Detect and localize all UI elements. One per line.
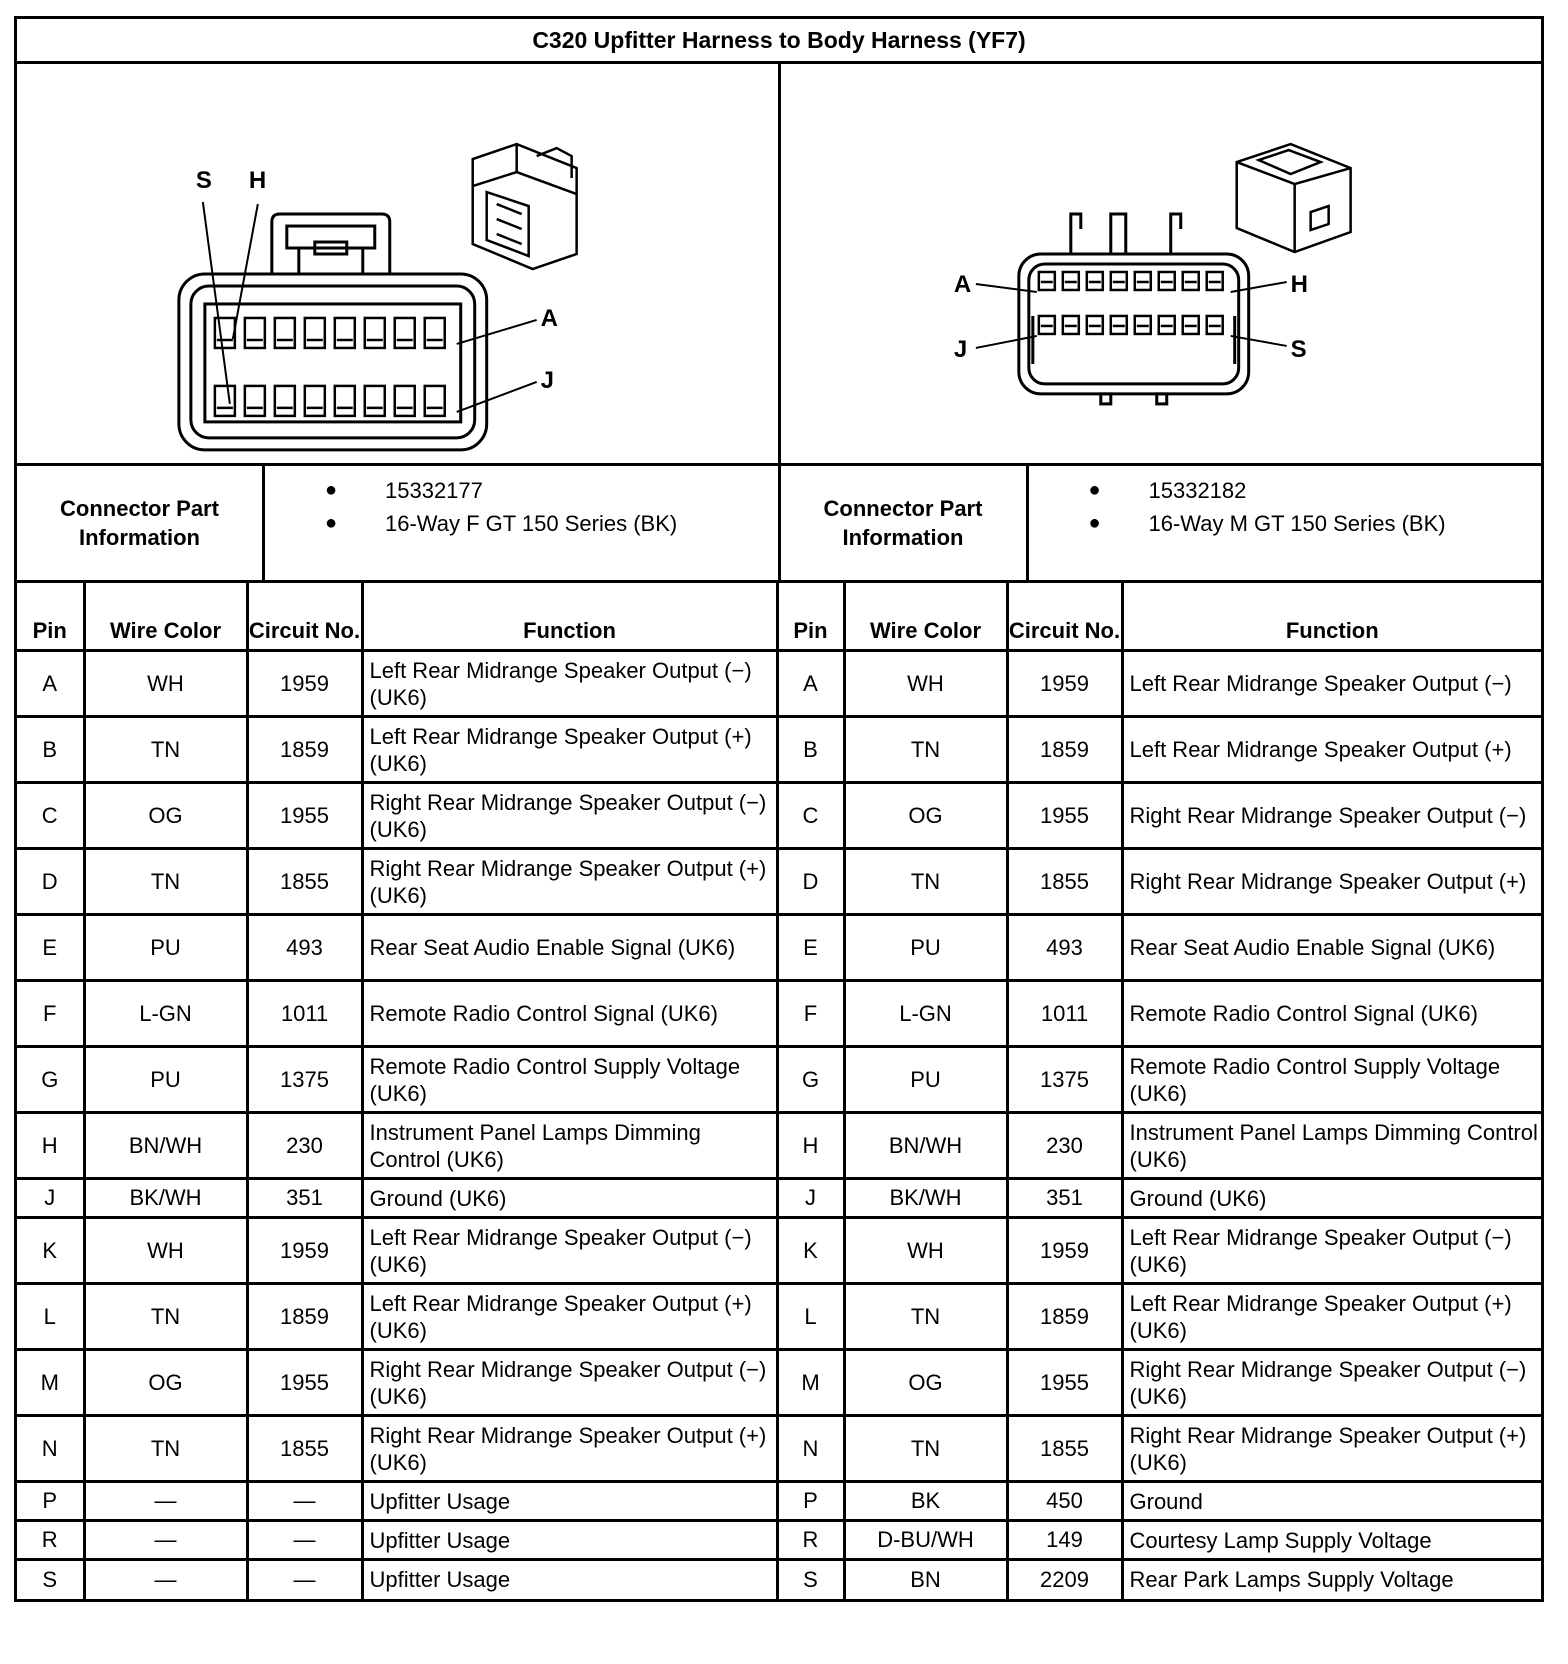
wire-color-cell: — <box>84 1521 247 1560</box>
wire-color-cell: TN <box>844 849 1007 915</box>
circuit-cell: 493 <box>1007 915 1122 981</box>
function-cell: Left Rear Midrange Speaker Output (+) (UK6) <box>362 717 777 783</box>
pin-cell: B <box>777 717 844 783</box>
circuit-cell: 493 <box>247 915 362 981</box>
wire-color-cell: TN <box>84 1416 247 1482</box>
right-connector-diagram <box>778 64 1542 463</box>
function-cell: Remote Radio Control Supply Voltage (UK6) <box>362 1047 777 1113</box>
pin-cell: S <box>777 1560 844 1599</box>
function-cell: Left Rear Midrange Speaker Output (+) <box>1122 717 1541 783</box>
wire-color-cell: OG <box>844 783 1007 849</box>
function-cell: Ground (UK6) <box>1122 1179 1541 1218</box>
wire-color-cell: WH <box>84 651 247 717</box>
pin-cell: C <box>777 783 844 849</box>
wire-color-cell: TN <box>844 1416 1007 1482</box>
pin-cell: A <box>17 651 84 717</box>
female-pin-cavity <box>335 318 355 348</box>
wire-color-cell: PU <box>84 1047 247 1113</box>
header-circuit-no: Circuit No. <box>1007 583 1122 651</box>
wire-color-cell: OG <box>84 783 247 849</box>
pin-cell: P <box>777 1482 844 1521</box>
function-cell: Remote Radio Control Signal (UK6) <box>1122 981 1541 1047</box>
header-circuit-no: Circuit No. <box>247 583 362 651</box>
bullet-icon: ● <box>325 479 338 501</box>
function-cell: Ground <box>1122 1482 1541 1521</box>
pin-label-h: H <box>248 167 267 195</box>
connector-info-row <box>17 466 1541 583</box>
wire-color-cell: TN <box>844 1284 1007 1350</box>
pin-cell: N <box>17 1416 84 1482</box>
wire-color-cell: TN <box>84 849 247 915</box>
pin-label-s: S <box>195 167 212 195</box>
pin-cell: G <box>777 1047 844 1113</box>
header-pin: Pin <box>17 583 84 651</box>
wire-color-cell: L-GN <box>844 981 1007 1047</box>
function-cell: Instrument Panel Lamps Dimming Control (UK6) <box>1122 1113 1541 1179</box>
pin-cell: M <box>17 1350 84 1416</box>
pin-cell: M <box>777 1350 844 1416</box>
table-row <box>17 1113 1541 1179</box>
right-connector-info <box>778 466 1542 580</box>
pin-cell: F <box>777 981 844 1047</box>
function-cell: Right Rear Midrange Speaker Output (−) (UK6) <box>1122 1350 1541 1416</box>
wire-color-cell: — <box>84 1560 247 1599</box>
pin-cell: N <box>777 1416 844 1482</box>
circuit-cell: — <box>247 1560 362 1599</box>
connector-part-info-list <box>1029 466 1542 580</box>
function-cell: Right Rear Midrange Speaker Output (+) (UK6) <box>362 1416 777 1482</box>
connector-end-view-sheet <box>14 16 1544 1602</box>
function-cell: Upfitter Usage <box>362 1482 777 1521</box>
table-header-row <box>17 583 1541 651</box>
circuit-cell: 1959 <box>1007 651 1122 717</box>
circuit-cell: 1959 <box>247 1218 362 1284</box>
pin-cell: D <box>17 849 84 915</box>
pin-cell: R <box>17 1521 84 1560</box>
diagrams-row <box>17 64 1541 466</box>
circuit-cell: 1859 <box>1007 717 1122 783</box>
circuit-cell: 1011 <box>1007 981 1122 1047</box>
female-pin-cavity <box>335 386 355 416</box>
connector-part-info-label: Connector Part Information <box>781 466 1029 580</box>
pin-cell: C <box>17 783 84 849</box>
female-pin-cavity <box>365 386 385 416</box>
wire-color-cell: D-BU/WH <box>844 1521 1007 1560</box>
circuit-cell: 1855 <box>247 849 362 915</box>
pin-cell: S <box>17 1560 84 1599</box>
connector-description: 16-Way M GT 150 Series (BK) <box>1148 510 1446 536</box>
part-number: 15332182 <box>1148 477 1247 503</box>
circuit-cell: 1375 <box>247 1047 362 1113</box>
function-cell: Upfitter Usage <box>362 1560 777 1599</box>
circuit-cell: 351 <box>247 1179 362 1218</box>
female-pin-cavity <box>365 318 385 348</box>
pin-cell: L <box>777 1284 844 1350</box>
wire-color-cell: TN <box>84 1284 247 1350</box>
wire-color-cell: OG <box>844 1350 1007 1416</box>
circuit-cell: 230 <box>247 1113 362 1179</box>
bullet-icon: ● <box>1088 512 1101 534</box>
function-cell: Right Rear Midrange Speaker Output (−) (UK6) <box>362 1350 777 1416</box>
pin-label-s: S <box>1290 335 1307 363</box>
list-item <box>1089 474 1542 507</box>
table-row <box>17 783 1541 849</box>
female-pin-cavity <box>275 318 295 348</box>
pin-label-h: H <box>1290 270 1308 298</box>
table-row <box>17 1284 1541 1350</box>
table-row <box>17 1416 1541 1482</box>
table-row <box>17 1482 1541 1521</box>
pin-cell: H <box>777 1113 844 1179</box>
pin-label-a: A <box>953 270 971 298</box>
function-cell: Rear Seat Audio Enable Signal (UK6) <box>1122 915 1541 981</box>
pin-cell: J <box>777 1179 844 1218</box>
header-function: Function <box>362 583 777 651</box>
function-cell: Left Rear Midrange Speaker Output (+) (UK6) <box>362 1284 777 1350</box>
header-wire-color: Wire Color <box>844 583 1007 651</box>
pin-cell: A <box>777 651 844 717</box>
pin-cell: D <box>777 849 844 915</box>
female-pin-cavity <box>395 386 415 416</box>
pin-cell: E <box>17 915 84 981</box>
function-cell: Upfitter Usage <box>362 1521 777 1560</box>
wire-color-cell: BK/WH <box>84 1179 247 1218</box>
function-cell: Ground (UK6) <box>362 1179 777 1218</box>
function-cell: Instrument Panel Lamps Dimming Control (UK6) <box>362 1113 777 1179</box>
circuit-cell: 351 <box>1007 1179 1122 1218</box>
pin-cell: H <box>17 1113 84 1179</box>
wire-color-cell: BN <box>844 1560 1007 1599</box>
list-item <box>1089 507 1542 540</box>
function-cell: Left Rear Midrange Speaker Output (−) (UK6) <box>362 651 777 717</box>
function-cell: Rear Park Lamps Supply Voltage <box>1122 1560 1541 1599</box>
table-row <box>17 1521 1541 1560</box>
circuit-cell: 1955 <box>1007 1350 1122 1416</box>
function-cell: Right Rear Midrange Speaker Output (+) (UK6) <box>362 849 777 915</box>
wire-color-cell: BN/WH <box>844 1113 1007 1179</box>
circuit-cell: 450 <box>1007 1482 1122 1521</box>
wire-color-cell: BK/WH <box>844 1179 1007 1218</box>
wire-color-cell: OG <box>84 1350 247 1416</box>
table-row <box>17 717 1541 783</box>
pin-cell: K <box>17 1218 84 1284</box>
pin-cell: P <box>17 1482 84 1521</box>
table-row <box>17 1218 1541 1284</box>
circuit-cell: — <box>247 1521 362 1560</box>
header-function: Function <box>1122 583 1541 651</box>
function-cell: Remote Radio Control Supply Voltage (UK6) <box>1122 1047 1541 1113</box>
connector-part-info-label: Connector Part Information <box>17 466 265 580</box>
female-pin-cavity <box>305 386 325 416</box>
wire-color-cell: WH <box>844 1218 1007 1284</box>
pin-label-j: J <box>540 366 554 394</box>
pin-cell: L <box>17 1284 84 1350</box>
function-cell: Right Rear Midrange Speaker Output (+) (UK6) <box>1122 1416 1541 1482</box>
pin-cell: K <box>777 1218 844 1284</box>
wire-color-cell: BK <box>844 1482 1007 1521</box>
function-cell: Courtesy Lamp Supply Voltage <box>1122 1521 1541 1560</box>
function-cell: Left Rear Midrange Speaker Output (+) (UK6) <box>1122 1284 1541 1350</box>
wire-color-cell: — <box>84 1482 247 1521</box>
circuit-cell: 1859 <box>247 717 362 783</box>
header-pin: Pin <box>777 583 844 651</box>
function-cell: Left Rear Midrange Speaker Output (−) (UK6) <box>1122 1218 1541 1284</box>
wire-color-cell: PU <box>844 915 1007 981</box>
circuit-cell: 2209 <box>1007 1560 1122 1599</box>
table-row <box>17 1047 1541 1113</box>
list-item <box>325 507 778 540</box>
circuit-cell: 1955 <box>247 783 362 849</box>
circuit-cell: 1375 <box>1007 1047 1122 1113</box>
circuit-cell: 1859 <box>1007 1284 1122 1350</box>
circuit-cell: 1011 <box>247 981 362 1047</box>
page-title: C320 Upfitter Harness to Body Harness (YF7) <box>17 19 1541 64</box>
circuit-cell: — <box>247 1482 362 1521</box>
table-row <box>17 915 1541 981</box>
female-pin-cavity <box>275 386 295 416</box>
circuit-cell: 230 <box>1007 1113 1122 1179</box>
bullet-icon: ● <box>1088 479 1101 501</box>
part-number: 15332177 <box>385 477 483 503</box>
wire-color-cell: PU <box>84 915 247 981</box>
female-pin-cavity <box>425 386 445 416</box>
circuit-cell: 1955 <box>1007 783 1122 849</box>
pin-cell: R <box>777 1521 844 1560</box>
circuit-cell: 1855 <box>1007 1416 1122 1482</box>
pin-label-j: J <box>953 335 967 363</box>
connector-description: 16-Way F GT 150 Series (BK) <box>385 510 678 536</box>
wire-color-cell: TN <box>844 717 1007 783</box>
female-pin-cavity <box>245 386 265 416</box>
wire-color-cell: BN/WH <box>84 1113 247 1179</box>
function-cell: Rear Seat Audio Enable Signal (UK6) <box>362 915 777 981</box>
circuit-cell: 1959 <box>1007 1218 1122 1284</box>
female-pin-cavity <box>215 386 235 416</box>
wire-color-cell: L-GN <box>84 981 247 1047</box>
table-row <box>17 1179 1541 1218</box>
wire-color-cell: WH <box>844 651 1007 717</box>
wire-color-cell: TN <box>84 717 247 783</box>
female-pin-cavity <box>425 318 445 348</box>
table-row <box>17 1560 1541 1599</box>
female-pin-cavity <box>395 318 415 348</box>
female-pin-cavity <box>215 318 235 348</box>
pin-cell: E <box>777 915 844 981</box>
pin-cell: G <box>17 1047 84 1113</box>
header-wire-color: Wire Color <box>84 583 247 651</box>
function-cell: Left Rear Midrange Speaker Output (−) <box>1122 651 1541 717</box>
female-connector-end-view <box>17 64 778 463</box>
function-cell: Remote Radio Control Signal (UK6) <box>362 981 777 1047</box>
left-connector-info <box>17 466 778 580</box>
function-cell: Left Rear Midrange Speaker Output (−) (UK6) <box>362 1218 777 1284</box>
pin-cell: J <box>17 1179 84 1218</box>
function-cell: Right Rear Midrange Speaker Output (−) (UK6) <box>362 783 777 849</box>
male-connector-end-view <box>781 64 1542 463</box>
function-cell: Right Rear Midrange Speaker Output (+) <box>1122 849 1541 915</box>
function-cell: Right Rear Midrange Speaker Output (−) <box>1122 783 1541 849</box>
wire-color-cell: PU <box>844 1047 1007 1113</box>
left-connector-diagram <box>17 64 778 463</box>
circuit-cell: 149 <box>1007 1521 1122 1560</box>
circuit-cell: 1959 <box>247 651 362 717</box>
list-item <box>325 474 778 507</box>
wire-color-cell: WH <box>84 1218 247 1284</box>
pin-cell: B <box>17 717 84 783</box>
table-row <box>17 981 1541 1047</box>
circuit-cell: 1955 <box>247 1350 362 1416</box>
female-pin-cavity <box>245 318 265 348</box>
connector-part-info-list <box>265 466 778 580</box>
pin-label-a: A <box>540 304 558 332</box>
circuit-cell: 1859 <box>247 1284 362 1350</box>
bullet-icon: ● <box>325 512 338 534</box>
table-row <box>17 651 1541 717</box>
pinout-table <box>17 583 1541 1599</box>
table-row <box>17 1350 1541 1416</box>
circuit-cell: 1855 <box>1007 849 1122 915</box>
female-pin-cavity <box>305 318 325 348</box>
pin-cell: F <box>17 981 84 1047</box>
circuit-cell: 1855 <box>247 1416 362 1482</box>
table-row <box>17 849 1541 915</box>
